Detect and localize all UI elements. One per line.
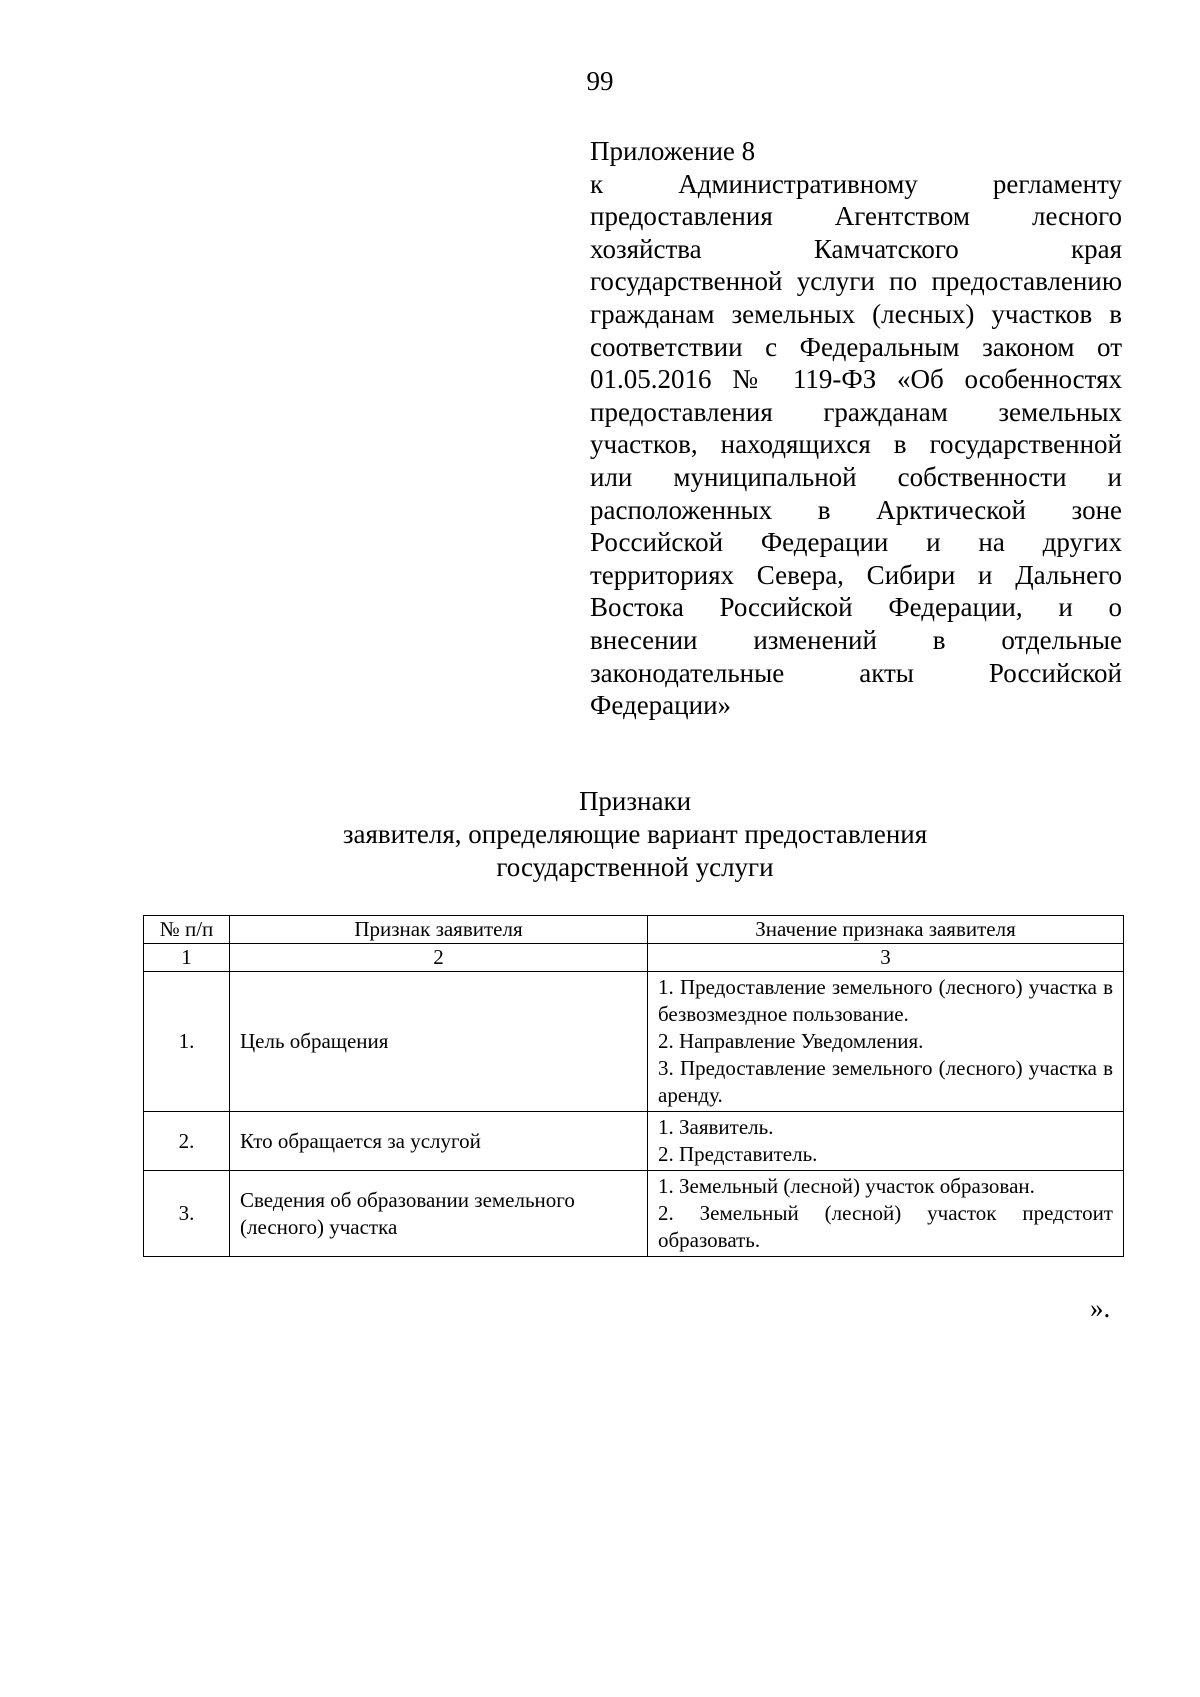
appendix-line: Российской Федерации и на других	[590, 527, 1122, 558]
section-title-line: Признаки	[578, 786, 692, 816]
appendix-line: Востока Российской Федерации, и о	[590, 592, 1122, 623]
appendix-line: расположенных в Арктической зоне	[590, 494, 1122, 525]
page-number: 99	[586, 66, 614, 96]
appendix-line: гражданам земельных (лесных) участков в	[590, 298, 1122, 329]
row-number: 2.	[144, 1112, 230, 1171]
header-number: № п/п	[144, 916, 230, 944]
appendix-line: государственной услуги по предоставлению	[590, 266, 1122, 297]
appendix-line: соответствии с Федеральным законом от	[590, 331, 1122, 362]
appendix-heading	[590, 135, 1122, 722]
appendix-body	[590, 168, 1122, 722]
column-number: 2	[230, 944, 648, 972]
header-attribute: Признак заявителя	[230, 916, 648, 944]
row-attribute: Сведения об образовании земельного (лесного) участка	[230, 1171, 648, 1257]
table-header-row	[144, 916, 1124, 944]
value-item: 2. Земельный (лесной) участок предстоит образовать.	[658, 1201, 1113, 1252]
appendix-line: предоставления Агентством лесного	[590, 201, 1122, 232]
value-item: 1. Земельный (лесной) участок образован.	[658, 1174, 1035, 1198]
value-item: 3. Предоставление земельного (лесного) участка в аренду.	[658, 1056, 1113, 1107]
appendix-line: участков, находящихся в государственной	[590, 429, 1122, 460]
appendix-line: территориях Севера, Сибири и Дальнего	[590, 559, 1122, 590]
row-attribute: Кто обращается за услугой	[230, 1112, 648, 1171]
row-number: 1.	[144, 972, 230, 1112]
appendix-line: Федерации»	[590, 690, 732, 721]
section-title-line: государственной услуги	[496, 852, 774, 882]
appendix-line: 01.05.2016 № 119-ФЗ «Об особенностях	[590, 364, 1122, 395]
table-row	[144, 1112, 1124, 1171]
appendix-title: Приложение 8	[590, 136, 756, 166]
section-title-line: заявителя, определяющие вариант предоставления	[342, 819, 928, 849]
applicant-attributes-table	[143, 915, 1124, 1257]
table-row	[144, 1171, 1124, 1257]
row-number: 3.	[144, 1171, 230, 1257]
row-value	[648, 1112, 1124, 1171]
value-item: 1. Заявитель.	[658, 1115, 774, 1139]
header-value: Значение признака заявителя	[648, 916, 1124, 944]
appendix-line: внесении изменений в отдельные	[590, 624, 1122, 655]
appendix-line: законодательные акты Российской	[590, 657, 1122, 688]
column-number: 1	[144, 944, 230, 972]
appendix-line: или муниципальной собственности и	[590, 461, 1122, 492]
value-item: 2. Направление Уведомления.	[658, 1029, 924, 1053]
appendix-line: хозяйства Камчатского края	[590, 233, 1122, 264]
value-item: 1. Предоставление земельного (лесного) участка в безвозмездное пользование.	[658, 975, 1113, 1026]
row-value	[648, 1171, 1124, 1257]
appendix-line: к Административному регламенту	[590, 168, 1122, 199]
table-row	[144, 972, 1124, 1112]
row-attribute: Цель обращения	[230, 972, 648, 1112]
row-value	[648, 972, 1124, 1112]
table-column-numbers-row	[144, 944, 1124, 972]
column-number: 3	[648, 944, 1124, 972]
closing-quote-mark: ».	[1090, 1293, 1111, 1323]
section-title	[0, 785, 1200, 884]
appendix-line: предоставления гражданам земельных	[590, 396, 1122, 427]
value-item: 2. Представитель.	[658, 1142, 818, 1166]
